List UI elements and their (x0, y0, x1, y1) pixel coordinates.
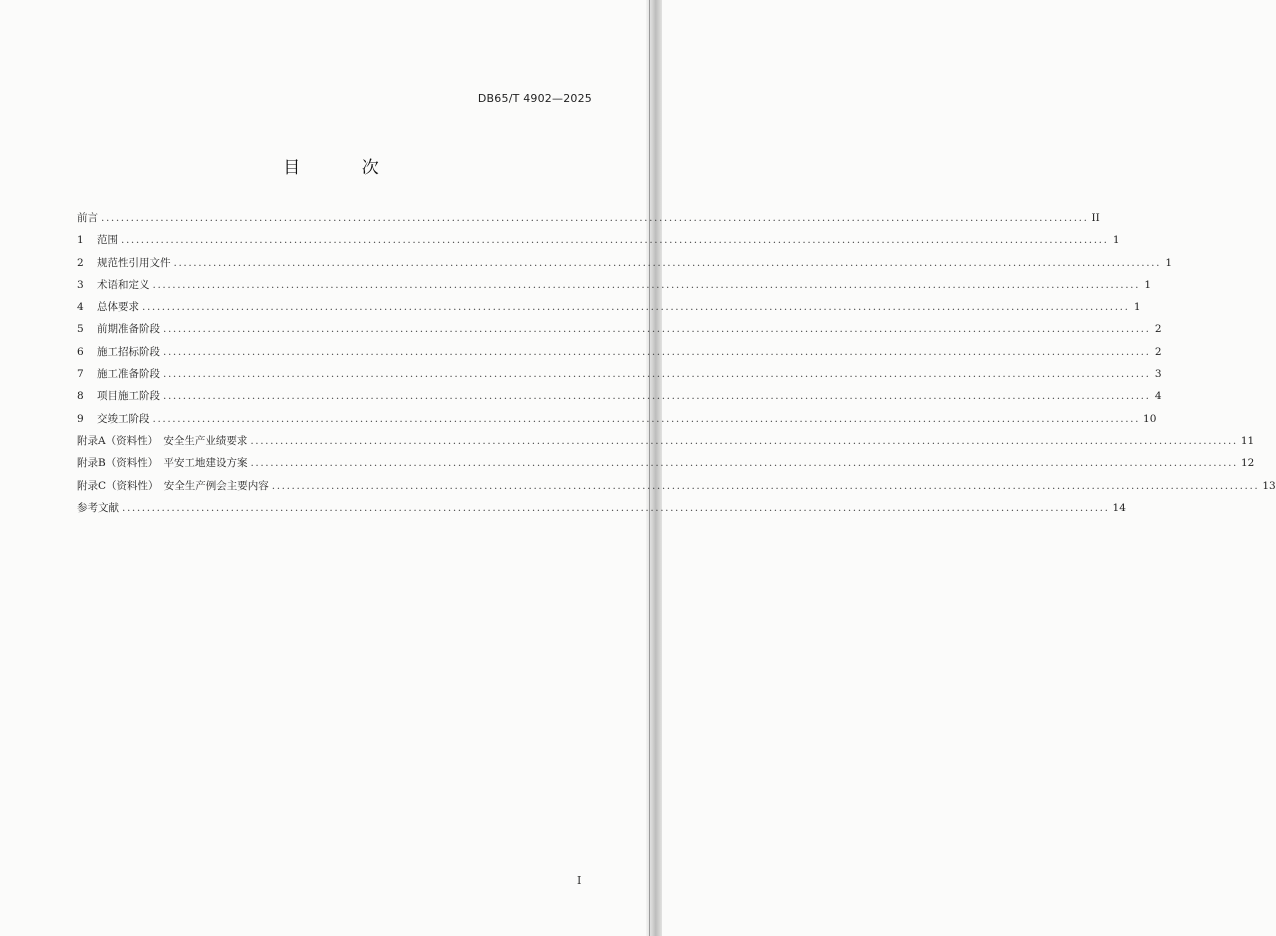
dot-leader: ........................................................................................................................................................................................................ (152, 412, 1141, 425)
dot-leader: ........................................................................................................................................................................................................ (163, 368, 1151, 381)
toc-entry-page: 11 (1240, 434, 1255, 447)
toc-entry-label: 附录B（资料性） 平安工地建设方案 (77, 457, 248, 470)
toc-entry-page: 14 (1112, 501, 1126, 514)
dot-leader: ........................................................................................................................................................................................................ (250, 434, 1238, 447)
toc-entry-foreword[interactable] (77, 207, 1100, 229)
document-number: DB65/T 4902—2025 (477, 92, 592, 105)
toc-entry-page: 1 (1165, 256, 1173, 269)
dot-leader: ........................................................................................................................................................................................................ (122, 501, 1110, 514)
toc-entry-number: 9 (77, 412, 84, 425)
toc-entry-label: 参考文献 (77, 501, 119, 514)
toc-entry-1[interactable] (77, 229, 1120, 251)
toc-entry-number: 3 (77, 278, 84, 291)
toc-entry-label: 交竣工阶段 (97, 412, 150, 425)
toc-entry-label: 范围 (97, 234, 118, 247)
toc-entry-label: 术语和定义 (97, 278, 150, 291)
table-of-contents (77, 207, 1276, 519)
toc-title: 目 次 (283, 158, 407, 178)
toc-entry-4[interactable] (77, 296, 1141, 318)
toc-entry-page: 1 (1112, 234, 1120, 247)
toc-entry-number: 8 (77, 390, 84, 403)
page-number: I (577, 874, 582, 887)
toc-entry-number: 4 (77, 301, 84, 314)
toc-entry-number: 6 (77, 345, 84, 358)
toc-entry-page: 10 (1143, 412, 1157, 425)
toc-entry-page: 13 (1262, 479, 1276, 492)
toc-entry-label: 项目施工阶段 (97, 390, 160, 403)
dot-leader: ........................................................................................................................................................................................................ (152, 278, 1141, 291)
toc-entry-3[interactable] (77, 274, 1152, 296)
toc-entry-page: II (1091, 212, 1100, 224)
toc-entry-5[interactable] (77, 318, 1162, 340)
toc-entry-label: 规范性引用文件 (97, 256, 171, 269)
toc-entry-appendix-a[interactable] (77, 430, 1255, 452)
toc-entry-page: 3 (1154, 368, 1162, 381)
dot-leader: ........................................................................................................................................................................................................ (271, 479, 1260, 492)
toc-entry-page: 4 (1154, 390, 1162, 403)
dot-leader: ........................................................................................................................................................................................................ (250, 457, 1238, 470)
toc-entry-label: 附录C（资料性） 安全生产例会主要内容 (77, 479, 269, 492)
dot-leader: ........................................................................................................................................................................................................ (163, 345, 1151, 358)
dot-leader: ........................................................................................................................................................................................................ (121, 234, 1109, 247)
toc-entry-label: 前期准备阶段 (97, 323, 160, 336)
dot-leader: ........................................................................................................................................................................................................ (101, 212, 1089, 224)
toc-entry-page: 12 (1241, 457, 1255, 470)
toc-entry-8[interactable] (77, 385, 1162, 407)
toc-entry-number: 2 (77, 256, 84, 269)
dot-leader: ........................................................................................................................................................................................................ (173, 256, 1162, 269)
dot-leader: ........................................................................................................................................................................................................ (163, 323, 1151, 336)
dot-leader: ........................................................................................................................................................................................................ (142, 301, 1130, 314)
toc-entry-number: 1 (77, 234, 84, 247)
toc-entry-6[interactable] (77, 341, 1162, 363)
toc-entry-label: 前言 (77, 212, 98, 224)
toc-entry-references[interactable] (77, 497, 1126, 519)
toc-entry-page: 1 (1144, 278, 1152, 291)
toc-entry-9[interactable] (77, 408, 1157, 430)
toc-entry-label: 总体要求 (97, 301, 139, 314)
toc-entry-page: 2 (1154, 323, 1162, 336)
toc-entry-appendix-c[interactable] (77, 475, 1276, 497)
toc-entry-label: 施工准备阶段 (97, 368, 160, 381)
toc-entry-number: 5 (77, 323, 84, 336)
toc-entry-2[interactable] (77, 252, 1173, 274)
dot-leader: ........................................................................................................................................................................................................ (163, 390, 1151, 403)
toc-entry-page: 1 (1133, 301, 1141, 314)
toc-entry-label: 附录A（资料性） 安全生产业绩要求 (77, 434, 248, 447)
toc-entry-page: 2 (1154, 345, 1162, 358)
toc-entry-label: 施工招标阶段 (97, 345, 160, 358)
toc-entry-7[interactable] (77, 363, 1162, 385)
toc-entry-appendix-b[interactable] (77, 452, 1255, 474)
toc-entry-number: 7 (77, 368, 84, 381)
